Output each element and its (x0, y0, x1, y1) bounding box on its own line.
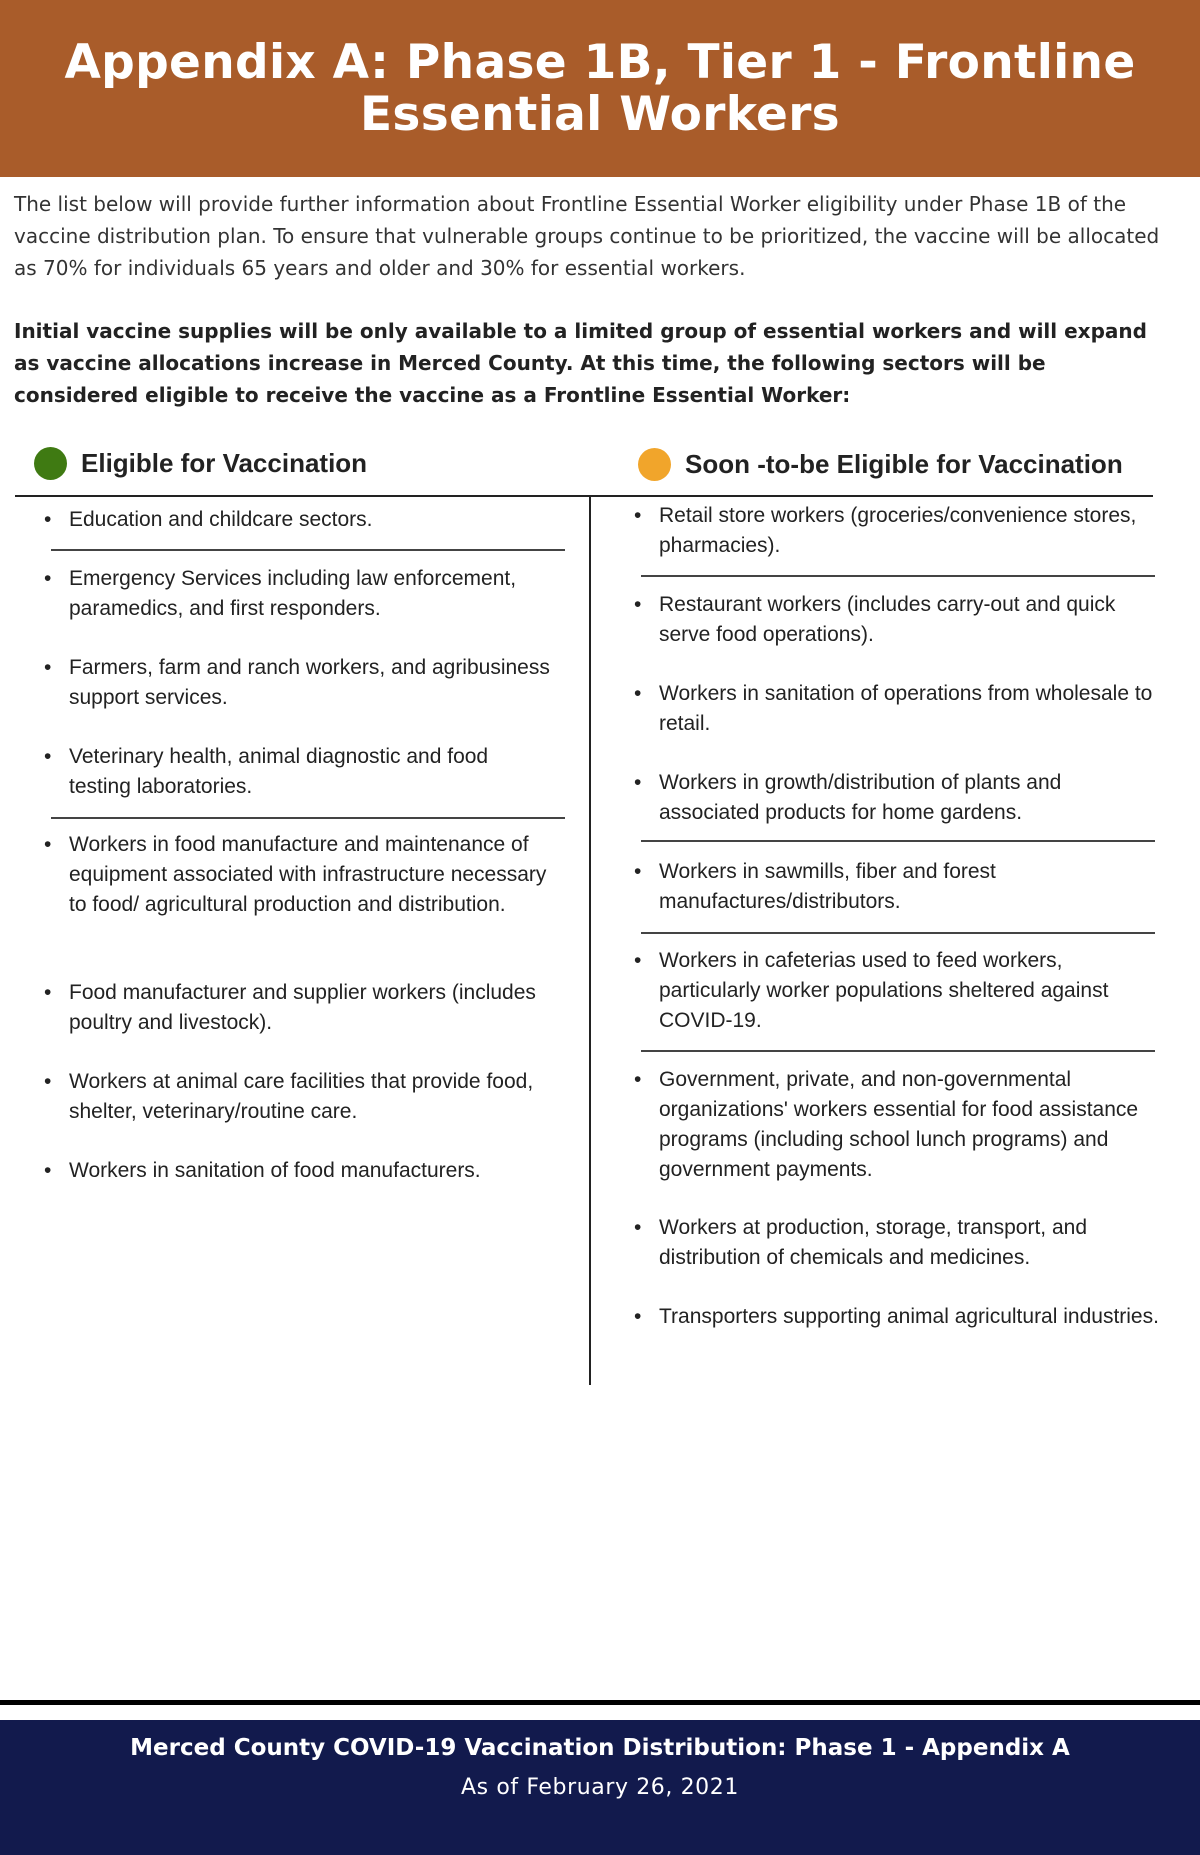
page-footer (0, 1720, 1200, 1855)
footer-rule (0, 1700, 1200, 1705)
page-title: Appendix A: Phase 1B, Tier 1 - Frontline Essential Workers (64, 34, 1136, 142)
list-item: • Food manufacturer and supplier workers (includes poultry and livestock). (44, 981, 536, 1034)
soon-eligible-heading (638, 448, 1123, 481)
list-item: • Workers in sawmills, fiber and forest manufactures/distributors. (634, 860, 996, 913)
footer-date: As of February 26, 2021 (461, 1775, 739, 1800)
list-item: • Government, private, and non-governmental organizations' workers essential for food assistance programs (including school lunch programs) and government payments. (634, 1068, 1139, 1181)
list-item: • Workers in growth/distribution of plants and associated products for home gardens. (634, 771, 1062, 824)
green-circle-icon (34, 447, 67, 480)
item-divider (641, 575, 1155, 577)
item-divider (51, 549, 565, 551)
eligible-heading-label: Eligible for Vaccination (81, 448, 368, 478)
item-divider (641, 840, 1155, 842)
list-item: • Transporters supporting animal agricultural industries. (634, 1305, 1159, 1328)
list-item: • Workers in sanitation of food manufacturers. (44, 1159, 481, 1182)
list-item: • Retail store workers (groceries/convenience stores, pharmacies). (634, 504, 1137, 557)
eligible-heading (34, 447, 367, 480)
list-item: • Workers at production, storage, transport, and distribution of chemicals and medicines. (634, 1216, 1087, 1269)
list-item: • Restaurant workers (includes carry-out and quick serve food operations). (634, 593, 1116, 646)
item-divider (641, 932, 1155, 934)
list-item: • Workers at animal care facilities that provide food, shelter, veterinary/routine care. (44, 1070, 534, 1123)
item-divider (641, 1050, 1155, 1052)
orange-circle-icon (638, 448, 671, 481)
list-item: • Farmers, farm and ranch workers, and agribusiness support services. (44, 656, 550, 709)
table-top-rule (15, 495, 1153, 497)
list-item: • Emergency Services including law enforcement, paramedics, and first responders. (44, 567, 517, 620)
list-item: • Veterinary health, animal diagnostic and food testing laboratories. (44, 745, 489, 798)
intro-bold-paragraph: Initial vaccine supplies will be only available to a limited group of essential workers and will expand as vaccine allocations increase in Merced County. At this time, the following sectors will be considered eligible to receive the vaccine as a Frontline Essential Worker: (14, 319, 1147, 407)
list-item: • Workers in cafeterias used to feed workers, particularly worker populations sheltered against COVID-19. (634, 949, 1109, 1032)
item-divider (51, 817, 565, 819)
list-item: • Education and childcare sectors. (44, 508, 373, 531)
soon-eligible-heading-label: Soon -to-be Eligible for Vaccination (685, 449, 1123, 479)
intro-paragraph: The list below will provide further information about Frontline Essential Worker eligibility under Phase 1B of the vaccine distribution plan. To ensure that vulnerable groups continue to be prioritized, the vaccine will be allocated as 70% for individuals 65 years and older and 30% for essential workers. (14, 192, 1160, 280)
list-item: • Workers in food manufacture and maintenance of equipment associated with infrastructure necessary to food/ agricultural production and distribution. (44, 833, 547, 916)
page-header (0, 0, 1200, 177)
footer-title: Merced County COVID-19 Vaccination Distribution: Phase 1 - Appendix A (130, 1735, 1070, 1761)
column-divider (589, 495, 591, 1385)
list-item: • Workers in sanitation of operations from wholesale to retail. (634, 682, 1153, 735)
